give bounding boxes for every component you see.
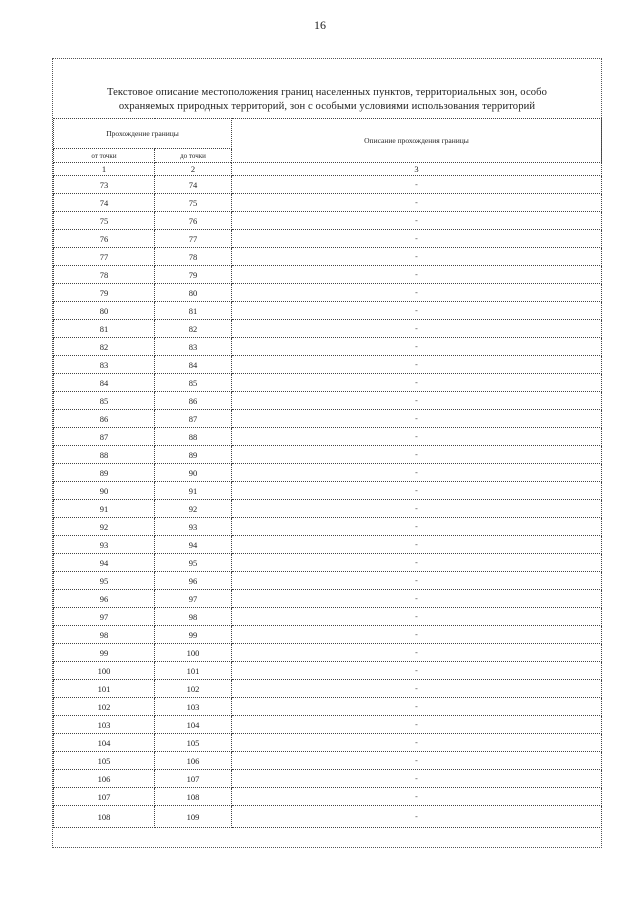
to-point-cell: 90 bbox=[155, 464, 232, 482]
table-row bbox=[54, 230, 602, 248]
table-row bbox=[54, 644, 602, 662]
table-row bbox=[54, 374, 602, 392]
from-point-cell: 84 bbox=[54, 374, 155, 392]
description-cell: - bbox=[232, 356, 602, 374]
to-point-cell: 75 bbox=[155, 194, 232, 212]
document-title bbox=[53, 86, 601, 114]
to-point-cell: 93 bbox=[155, 518, 232, 536]
description-cell: - bbox=[232, 230, 602, 248]
to-point-cell: 102 bbox=[155, 680, 232, 698]
description-cell: - bbox=[232, 302, 602, 320]
description-cell: - bbox=[232, 590, 602, 608]
description-cell: - bbox=[232, 734, 602, 752]
from-point-cell: 88 bbox=[54, 446, 155, 464]
from-point-cell: 82 bbox=[54, 338, 155, 356]
table-row bbox=[54, 500, 602, 518]
table-row bbox=[54, 464, 602, 482]
page-number: 16 bbox=[314, 18, 326, 32]
description-cell: - bbox=[232, 212, 602, 230]
from-point-cell: 103 bbox=[54, 716, 155, 734]
description-cell: - bbox=[232, 410, 602, 428]
from-point-cell: 92 bbox=[54, 518, 155, 536]
description-cell: - bbox=[232, 284, 602, 302]
table-row bbox=[54, 770, 602, 788]
to-point-cell: 97 bbox=[155, 590, 232, 608]
table-row bbox=[54, 572, 602, 590]
document-frame bbox=[52, 58, 602, 848]
header-from-point: от точки bbox=[54, 149, 155, 163]
to-point-cell: 84 bbox=[155, 356, 232, 374]
table-row bbox=[54, 590, 602, 608]
from-point-cell: 80 bbox=[54, 302, 155, 320]
description-cell: - bbox=[232, 806, 602, 828]
from-point-cell: 93 bbox=[54, 536, 155, 554]
table-row bbox=[54, 248, 602, 266]
from-point-cell: 98 bbox=[54, 626, 155, 644]
table-row bbox=[54, 266, 602, 284]
to-point-cell: 87 bbox=[155, 410, 232, 428]
description-cell: - bbox=[232, 644, 602, 662]
table-row bbox=[54, 194, 602, 212]
description-cell: - bbox=[232, 320, 602, 338]
description-cell: - bbox=[232, 788, 602, 806]
description-cell: - bbox=[232, 770, 602, 788]
table-row bbox=[54, 410, 602, 428]
to-point-cell: 74 bbox=[155, 176, 232, 194]
to-point-cell: 89 bbox=[155, 446, 232, 464]
description-cell: - bbox=[232, 554, 602, 572]
to-point-cell: 108 bbox=[155, 788, 232, 806]
from-point-cell: 85 bbox=[54, 392, 155, 410]
table-row bbox=[54, 338, 602, 356]
description-cell: - bbox=[232, 338, 602, 356]
table-row bbox=[54, 284, 602, 302]
from-point-cell: 108 bbox=[54, 806, 155, 828]
table-row bbox=[54, 320, 602, 338]
to-point-cell: 99 bbox=[155, 626, 232, 644]
to-point-cell: 86 bbox=[155, 392, 232, 410]
table-row bbox=[54, 392, 602, 410]
header-to-point: до точки bbox=[155, 149, 232, 163]
description-cell: - bbox=[232, 176, 602, 194]
to-point-cell: 96 bbox=[155, 572, 232, 590]
to-point-cell: 85 bbox=[155, 374, 232, 392]
description-cell: - bbox=[232, 626, 602, 644]
from-point-cell: 73 bbox=[54, 176, 155, 194]
boundary-table bbox=[53, 118, 602, 828]
table-row bbox=[54, 698, 602, 716]
to-point-cell: 77 bbox=[155, 230, 232, 248]
column-number-3: 3 bbox=[232, 163, 602, 176]
from-point-cell: 106 bbox=[54, 770, 155, 788]
table-row bbox=[54, 734, 602, 752]
to-point-cell: 100 bbox=[155, 644, 232, 662]
from-point-cell: 75 bbox=[54, 212, 155, 230]
table-row bbox=[54, 302, 602, 320]
from-point-cell: 79 bbox=[54, 284, 155, 302]
from-point-cell: 74 bbox=[54, 194, 155, 212]
to-point-cell: 81 bbox=[155, 302, 232, 320]
description-cell: - bbox=[232, 518, 602, 536]
to-point-cell: 83 bbox=[155, 338, 232, 356]
header-boundary-passage: Прохождение границы bbox=[54, 119, 232, 149]
description-cell: - bbox=[232, 464, 602, 482]
from-point-cell: 99 bbox=[54, 644, 155, 662]
table-row bbox=[54, 428, 602, 446]
document-title-line-1: Текстовое описание местоположения границ населенных пунктов, территориальных зон, особо bbox=[106, 87, 548, 98]
from-point-cell: 96 bbox=[54, 590, 155, 608]
table-row bbox=[54, 626, 602, 644]
table-row bbox=[54, 608, 602, 626]
table-row bbox=[54, 176, 602, 194]
column-number-1: 1 bbox=[54, 163, 155, 176]
to-point-cell: 101 bbox=[155, 662, 232, 680]
from-point-cell: 105 bbox=[54, 752, 155, 770]
table-row bbox=[54, 482, 602, 500]
to-point-cell: 76 bbox=[155, 212, 232, 230]
to-point-cell: 88 bbox=[155, 428, 232, 446]
description-cell: - bbox=[232, 536, 602, 554]
from-point-cell: 107 bbox=[54, 788, 155, 806]
document-title-line-2: охраняемых природных территорий, зон с особыми условиями использования территорий bbox=[118, 101, 536, 112]
from-point-cell: 89 bbox=[54, 464, 155, 482]
table-row bbox=[54, 716, 602, 734]
to-point-cell: 78 bbox=[155, 248, 232, 266]
from-point-cell: 87 bbox=[54, 428, 155, 446]
to-point-cell: 105 bbox=[155, 734, 232, 752]
description-cell: - bbox=[232, 716, 602, 734]
to-point-cell: 103 bbox=[155, 698, 232, 716]
from-point-cell: 94 bbox=[54, 554, 155, 572]
description-cell: - bbox=[232, 446, 602, 464]
table-body bbox=[54, 176, 602, 828]
description-cell: - bbox=[232, 608, 602, 626]
table-row bbox=[54, 518, 602, 536]
from-point-cell: 101 bbox=[54, 680, 155, 698]
description-cell: - bbox=[232, 266, 602, 284]
description-cell: - bbox=[232, 698, 602, 716]
description-cell: - bbox=[232, 500, 602, 518]
description-cell: - bbox=[232, 428, 602, 446]
table-row bbox=[54, 554, 602, 572]
from-point-cell: 95 bbox=[54, 572, 155, 590]
table-row bbox=[54, 536, 602, 554]
table-row bbox=[54, 662, 602, 680]
to-point-cell: 82 bbox=[155, 320, 232, 338]
to-point-cell: 107 bbox=[155, 770, 232, 788]
from-point-cell: 100 bbox=[54, 662, 155, 680]
description-cell: - bbox=[232, 482, 602, 500]
to-point-cell: 91 bbox=[155, 482, 232, 500]
table-row bbox=[54, 752, 602, 770]
from-point-cell: 81 bbox=[54, 320, 155, 338]
to-point-cell: 79 bbox=[155, 266, 232, 284]
table-row bbox=[54, 680, 602, 698]
to-point-cell: 80 bbox=[155, 284, 232, 302]
table-row bbox=[54, 806, 602, 828]
description-cell: - bbox=[232, 392, 602, 410]
to-point-cell: 106 bbox=[155, 752, 232, 770]
table-row bbox=[54, 788, 602, 806]
header-description: Описание прохождения границы bbox=[232, 119, 602, 163]
from-point-cell: 78 bbox=[54, 266, 155, 284]
to-point-cell: 94 bbox=[155, 536, 232, 554]
table-row bbox=[54, 356, 602, 374]
from-point-cell: 104 bbox=[54, 734, 155, 752]
description-cell: - bbox=[232, 248, 602, 266]
table-row bbox=[54, 212, 602, 230]
table-row bbox=[54, 446, 602, 464]
description-cell: - bbox=[232, 662, 602, 680]
description-cell: - bbox=[232, 680, 602, 698]
column-number-2: 2 bbox=[155, 163, 232, 176]
from-point-cell: 86 bbox=[54, 410, 155, 428]
from-point-cell: 102 bbox=[54, 698, 155, 716]
description-cell: - bbox=[232, 194, 602, 212]
from-point-cell: 91 bbox=[54, 500, 155, 518]
from-point-cell: 83 bbox=[54, 356, 155, 374]
to-point-cell: 98 bbox=[155, 608, 232, 626]
to-point-cell: 92 bbox=[155, 500, 232, 518]
from-point-cell: 77 bbox=[54, 248, 155, 266]
description-cell: - bbox=[232, 374, 602, 392]
description-cell: - bbox=[232, 752, 602, 770]
from-point-cell: 76 bbox=[54, 230, 155, 248]
to-point-cell: 95 bbox=[155, 554, 232, 572]
description-cell: - bbox=[232, 572, 602, 590]
from-point-cell: 97 bbox=[54, 608, 155, 626]
from-point-cell: 90 bbox=[54, 482, 155, 500]
to-point-cell: 109 bbox=[155, 806, 232, 828]
to-point-cell: 104 bbox=[155, 716, 232, 734]
